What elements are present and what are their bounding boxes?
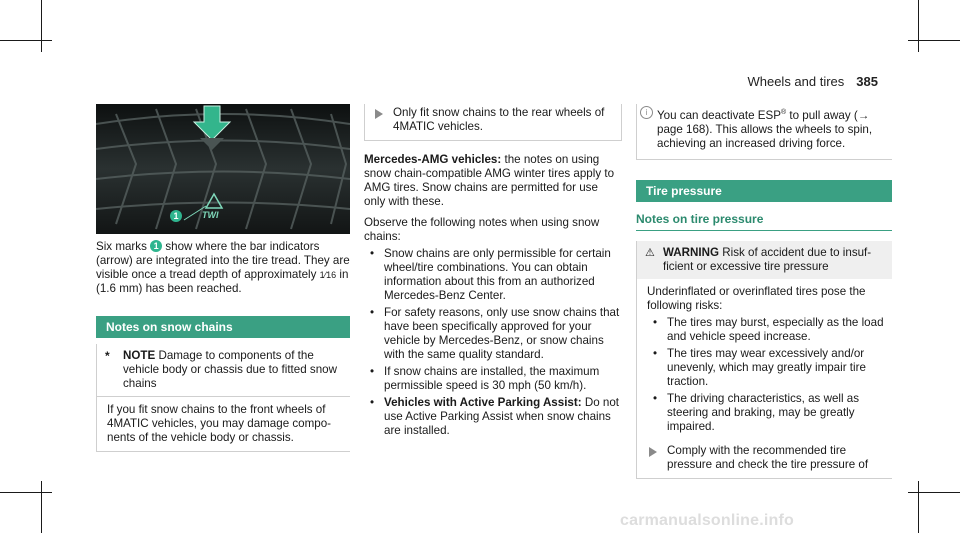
subheading: Notes on tire pressure (636, 212, 892, 231)
page-number: 385 (856, 74, 878, 89)
column-1 (96, 240, 350, 452)
warning-header (637, 241, 892, 279)
column-3 (636, 104, 892, 479)
snow-chain-list (364, 247, 622, 438)
list-item: • The driving characteristics, as well as steering and braking, may be greatly impaired. (667, 392, 884, 434)
list-item: • Snow chains are only permissible for certain wheel/tire combinations. You can obtain information about this from an authorized Mercedes-Benz Center. (384, 247, 622, 303)
section-bar-tire-pressure: Tire pressure (636, 180, 892, 202)
tire-tread-figure (96, 104, 350, 234)
section-bar-snow-chains: Notes on snow chains (96, 316, 350, 338)
step-item: Comply with the recommended tire pressure and check the tire pressure of (647, 444, 884, 472)
warning-text: Risk of accident due to insufficient or excessive tire pressure (663, 245, 872, 273)
warning-list (647, 316, 884, 434)
amg-paragraph: Mercedes-AMG vehicles: the notes on using snow chain-compatible AMG winter tires apply to AMG tires. Snow chains are permitted for use only with these. (364, 153, 615, 208)
crop-mark (918, 481, 919, 533)
info-box: i You can deactivate ESP® to pull away (→ page 168). This allows the wheels to spin, achieving an increased driving force. (636, 104, 892, 160)
step-box (364, 104, 622, 141)
crop-mark (0, 492, 52, 493)
page-header (0, 74, 878, 89)
warning-body: Underinflated or overinflated tires pose the following risks: • The tires may burst, especially as the load and vehicle speed increase. • The tires may wear excessively and/or unevenly, which may greatly impair tire traction. • The driving characteristics, as well as steering and braking, may be greatly impaired. Comply with the recommended tire pressure and check the tire pressure of (637, 279, 892, 478)
crop-mark (908, 40, 960, 41)
callout-badge: 1 (150, 240, 162, 252)
crop-mark (918, 0, 919, 52)
note-text: Damage to components of the vehicle body or chassis due to fitted snow chains (123, 349, 337, 390)
crop-mark (41, 0, 42, 52)
section-title: Wheels and tires (747, 74, 845, 89)
note-header (97, 344, 350, 397)
crop-mark (41, 481, 42, 533)
column-2 (364, 104, 622, 441)
twi-label: TWI (202, 210, 219, 220)
step-item: Only fit snow chains to the rear wheels of 4MATIC vehicles. (373, 106, 613, 134)
tire-tread-illustration (96, 104, 350, 234)
list-item: • For safety reasons, only use snow chains that have been specifically approved for your vehicle by Mercedes-Benz, or snow chains with the same quality standard. (384, 306, 622, 362)
crop-mark (908, 492, 960, 493)
list-item: • The tires may burst, especially as the load and vehicle speed increase. (667, 316, 884, 344)
watermark: carmanualsonline.info (620, 512, 795, 529)
note-body: If you fit snow chains to the front wheels of 4MATIC vehicles, you may damage components of the vehicle body or chassis. (107, 403, 332, 444)
note-icon: * (105, 349, 110, 363)
warning-triangle-icon: ⚠ (645, 246, 655, 259)
list-item: • If snow chains are installed, the maximum permissible speed is 30 mph (50 km/h). (384, 365, 622, 393)
crop-mark (0, 40, 52, 41)
page-reference: (→ page 168). (657, 108, 870, 136)
note-label: NOTE (123, 349, 156, 362)
step-arrow-icon (649, 447, 657, 457)
list-item: • The tires may wear excessively and/or unevenly, which may greatly impair tire traction. (667, 347, 884, 389)
fraction: 1⁄16 (319, 270, 337, 280)
figure-callout: 1 (170, 210, 182, 222)
warning-label: WARNING (663, 245, 720, 259)
note-box (96, 344, 350, 452)
six-marks-text: Six marks 1 show where the bar indicators (arrow) are integrated into the tire tread. They are visible once a tread depth of approximately 1⁄16 in (1.6 mm) has been reached. (96, 240, 350, 295)
observe-text: Observe the following notes when using snow chains: (364, 216, 600, 243)
step-arrow-icon (375, 109, 383, 119)
list-item: • Vehicles with Active Parking Assist: Do not use Active Parking Assist when snow chains are installed. (384, 396, 622, 438)
info-icon: i (640, 106, 653, 119)
warning-box (636, 241, 892, 479)
